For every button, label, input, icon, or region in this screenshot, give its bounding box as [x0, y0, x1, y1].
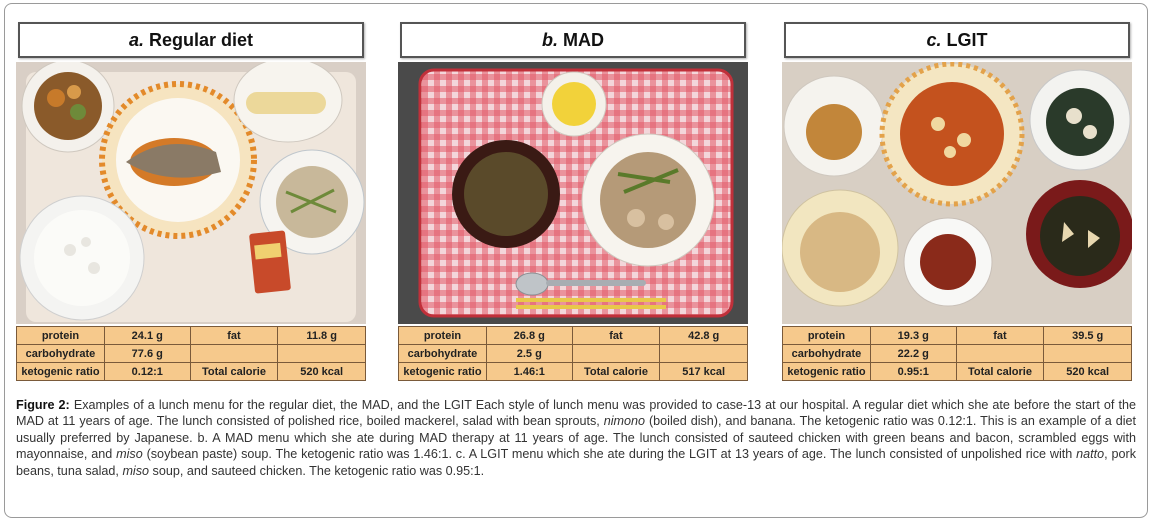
table-cell: ketogenic ratio — [783, 363, 871, 381]
caption-text: (boiled dish), and banana. The ketogenic ratio was 0.12:1. This is an example of a diet usually preferred by Japanese. b. A MAD menu which she ate during MAD therapy at 11 years of age. The lunch consisted of sauteed chicken with green beans and bacon, scrambled eggs with mayonnaise, and — [16, 414, 1137, 462]
table-cell: 39.5 g — [1044, 327, 1132, 345]
table-cell: ketogenic ratio — [17, 363, 105, 381]
caption-text: soup, and sauteed chicken. The ketogenic ratio was 0.95:1. — [149, 463, 485, 478]
panel-mad — [398, 22, 748, 381]
table-cell: 77.6 g — [104, 345, 190, 363]
table-cell: 520 kcal — [1044, 363, 1132, 381]
table-row — [17, 327, 366, 345]
table-row — [783, 345, 1132, 363]
table-cell: Total calorie — [572, 363, 660, 381]
table-cell: 0.95:1 — [870, 363, 956, 381]
table-cell: 1.46:1 — [486, 363, 572, 381]
caption-term: nimono — [603, 414, 646, 429]
table-row — [399, 363, 748, 381]
table-row — [783, 327, 1132, 345]
table-cell: fat — [190, 327, 278, 345]
table-row — [399, 345, 748, 363]
panel-title — [784, 22, 1130, 58]
panel-lgit — [782, 22, 1132, 381]
caption-term: miso — [122, 463, 150, 478]
table-cell: 520 kcal — [278, 363, 366, 381]
panel-letter: a. — [128, 29, 144, 50]
table-cell: 19.3 g — [870, 327, 956, 345]
table-cell: 0.12:1 — [104, 363, 190, 381]
panel-regular-diet — [16, 22, 366, 381]
table-row — [17, 345, 366, 363]
table-cell: 11.8 g — [278, 327, 366, 345]
panel-title-text: MAD — [563, 29, 604, 50]
table-cell: ketogenic ratio — [399, 363, 487, 381]
panel-title — [400, 22, 746, 58]
table-cell: carbohydrate — [783, 345, 871, 363]
figure-caption — [16, 397, 1136, 479]
caption-text: Examples of a lunch menu for the regular diet, the MAD, and the LGIT Each style of lunch menu was provided to case-13 at our hospital. A regular diet which she ate before the start of the MAD at 11 years of age. The lunch consisted of polished rice, boiled mackerel, salad with bean sprouts, — [16, 398, 1137, 429]
table-cell: protein — [399, 327, 487, 345]
caption-text: (soybean paste) soup. The ketogenic ratio was 1.46:1. c. A LGIT menu which she ate during the LGIT at 13 years of age. The lunch consisted of unpolished rice with — [142, 447, 1077, 462]
table-cell — [1044, 345, 1132, 363]
caption-label: Figure 2: — [16, 398, 70, 412]
nutrition-table — [398, 326, 748, 381]
table-row — [399, 327, 748, 345]
caption-term: natto — [1076, 447, 1105, 462]
lgit-photo — [782, 62, 1132, 324]
table-cell: Total calorie — [190, 363, 278, 381]
table-cell: carbohydrate — [399, 345, 487, 363]
table-cell — [190, 345, 278, 363]
table-cell: 42.8 g — [660, 327, 748, 345]
panel-title-text: Regular diet — [148, 29, 254, 50]
panel-title-text: LGIT — [946, 29, 988, 50]
panel-letter: b. — [542, 29, 558, 50]
table-cell: 24.1 g — [104, 327, 190, 345]
table-row — [783, 363, 1132, 381]
table-cell: protein — [17, 327, 105, 345]
table-cell: Total calorie — [956, 363, 1044, 381]
caption-term: miso — [116, 447, 143, 462]
table-cell — [956, 345, 1044, 363]
table-cell: 26.8 g — [486, 327, 572, 345]
table-cell: 2.5 g — [486, 345, 572, 363]
table-cell — [660, 345, 748, 363]
table-cell: carbohydrate — [17, 345, 105, 363]
caption-text: , pork beans, tuna salad, — [16, 447, 1136, 478]
table-cell: fat — [956, 327, 1044, 345]
panel-title — [18, 22, 364, 58]
table-cell: 517 kcal — [660, 363, 748, 381]
regular-diet-photo — [16, 62, 366, 324]
table-row — [17, 363, 366, 381]
table-cell: fat — [572, 327, 660, 345]
table-cell: protein — [783, 327, 871, 345]
panel-letter: c. — [926, 29, 942, 50]
table-cell: 22.2 g — [870, 345, 956, 363]
mad-photo — [398, 62, 748, 324]
table-cell — [572, 345, 660, 363]
nutrition-table — [782, 326, 1132, 381]
table-cell — [278, 345, 366, 363]
nutrition-table — [16, 326, 366, 381]
